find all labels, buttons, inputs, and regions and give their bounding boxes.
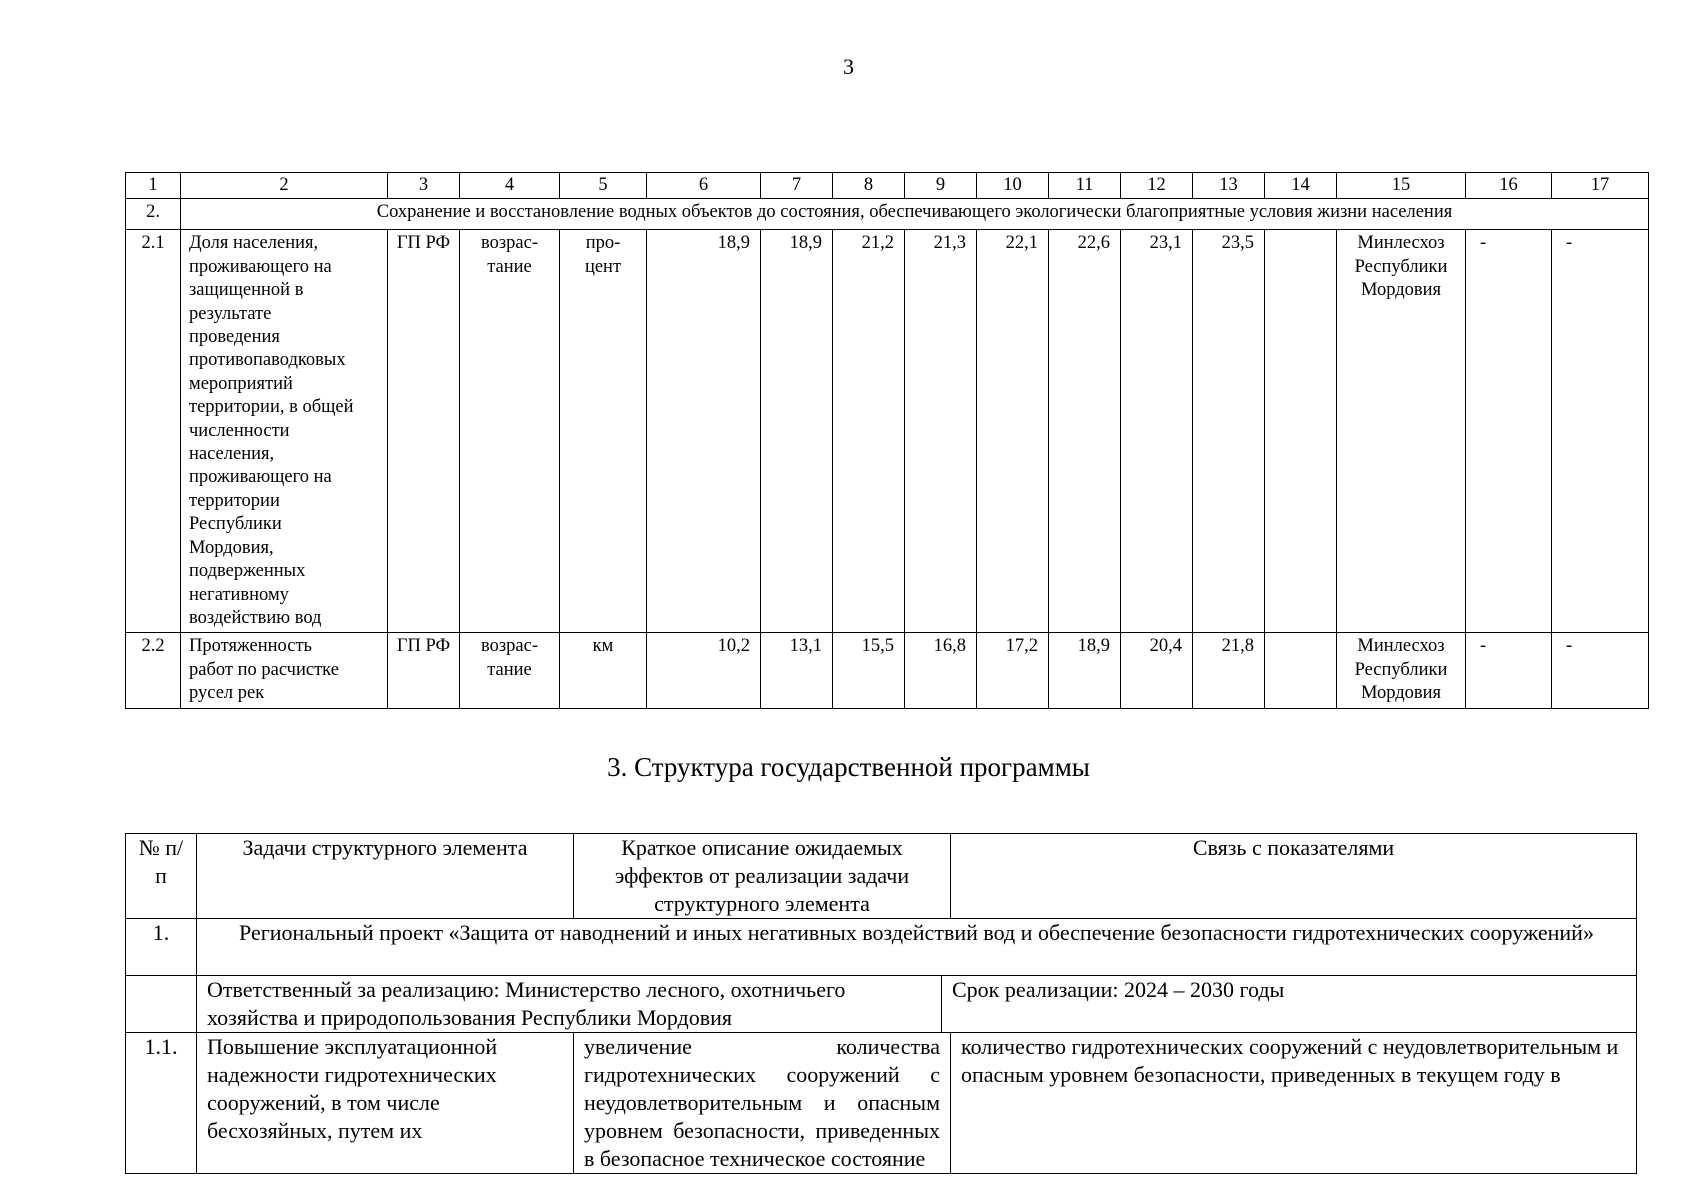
name-line: Республики [189, 514, 282, 535]
section-row [126, 199, 1649, 230]
table-row [126, 633, 1649, 708]
header-link: Связь с показателями [951, 834, 1637, 919]
value-cell: 23,5 [1193, 230, 1265, 633]
name-line: мероприятий [189, 373, 293, 394]
name-line: территории, в общей [189, 397, 354, 418]
indicators-header-row [126, 173, 1649, 199]
indicator-trend: возрас-тание [460, 230, 560, 633]
value-cell: 18,9 [647, 230, 761, 633]
section-title: Сохранение и восстановление водных объектов до состояния, обеспечивающего экологически благоприятные условия жизни населения [181, 199, 1649, 230]
header-cell: 17 [1552, 173, 1649, 199]
responsible-cell: Минлесхоз Республики Мордовия [1337, 230, 1466, 633]
value-cell: 15,5 [833, 633, 905, 708]
header-cell: 4 [460, 173, 560, 199]
project-row [126, 919, 1637, 976]
value-cell: 22,1 [977, 230, 1049, 633]
header-cell: 16 [1466, 173, 1552, 199]
value-cell: 22,6 [1049, 230, 1121, 633]
col16-cell: - [1466, 633, 1552, 708]
header-cell: 12 [1121, 173, 1193, 199]
header-cell: 3 [388, 173, 460, 199]
indicator-level: ГП РФ [388, 230, 460, 633]
table-row [126, 230, 1649, 633]
header-cell: 1 [126, 173, 181, 199]
project-responsible: Ответственный за реализацию: Министерство лесного, охотничьего хозяйства и природопользования Республики Мордовия [197, 976, 942, 1032]
name-line: противопаводковых [189, 350, 346, 371]
name-line: проживающего на [189, 467, 332, 488]
section-number: 2. [126, 199, 181, 230]
project-number: 1. [126, 919, 197, 976]
header-cell: 5 [560, 173, 647, 199]
name-line: численности [189, 420, 290, 441]
indicator-name [181, 633, 388, 708]
col17-cell: - [1552, 633, 1649, 708]
name-line: Мордовия, [189, 537, 274, 558]
row-number: 2.1 [126, 230, 181, 633]
header-tasks: Задачи структурного элемента [197, 834, 574, 919]
value-cell [1265, 633, 1337, 708]
value-cell: 18,9 [761, 230, 833, 633]
row-number: 2.2 [126, 633, 181, 708]
name-line: Протяженность [189, 636, 312, 657]
header-effects: Краткое описание ожидаемых эффектов от реализации задачи структурного элемента [574, 834, 951, 919]
indicator-level: ГП РФ [388, 633, 460, 708]
project-title: Региональный проект «Защита от наводнений и иных негативных воздействий вод и обеспечение безопасности гидротехнических сооружений» [197, 919, 1637, 976]
header-num: № п/п [126, 834, 197, 919]
header-cell: 14 [1265, 173, 1337, 199]
header-cell: 7 [761, 173, 833, 199]
name-line: Доля населения, [189, 233, 319, 254]
name-line: проведения [189, 327, 280, 348]
name-line: территории [189, 490, 280, 511]
name-line: проживающего на [189, 256, 332, 277]
name-line: населения, [189, 444, 275, 465]
empty-cell [126, 976, 197, 1033]
project-meta-row [126, 976, 1637, 1033]
name-line: русел рек [189, 683, 265, 704]
indicator-name [181, 230, 388, 633]
value-cell: 13,1 [761, 633, 833, 708]
header-cell: 11 [1049, 173, 1121, 199]
structure-table [125, 833, 1637, 1174]
header-cell: 2 [181, 173, 388, 199]
col17-cell: - [1552, 230, 1649, 633]
page-number: 3 [843, 54, 854, 79]
project-term: Срок реализации: 2024 – 2030 годы [952, 977, 1285, 1002]
header-cell: 8 [833, 173, 905, 199]
header-cell: 9 [905, 173, 977, 199]
value-cell: 18,9 [1049, 633, 1121, 708]
col16-cell: - [1466, 230, 1552, 633]
header-cell: 6 [647, 173, 761, 199]
responsible-cell: Минлесхоз Республики Мордовия [1337, 633, 1466, 708]
header-cell: 10 [977, 173, 1049, 199]
link-text: количество гидротехнических сооружений с неудовлетворительным и опасным уровнем безопасности, приведенных в текущем году в [951, 1033, 1637, 1174]
value-cell: 10,2 [647, 633, 761, 708]
name-line: негативному [189, 584, 289, 605]
task-text: Повышение эксплуатационной надежности гидротехнических сооружений, в том числе бесхозяйных, путем их [197, 1033, 574, 1174]
indicators-table [125, 172, 1649, 709]
indicator-trend: возрас-тание [460, 633, 560, 708]
table-row [126, 1033, 1637, 1174]
name-line: подверженных [189, 561, 306, 582]
name-line: воздействию вод [189, 607, 322, 628]
value-cell: 17,2 [977, 633, 1049, 708]
section-heading: 3. Структура государственной программы [607, 752, 1090, 782]
value-cell: 16,8 [905, 633, 977, 708]
structure-header-row [126, 834, 1637, 919]
header-cell: 13 [1193, 173, 1265, 199]
task-number: 1.1. [126, 1033, 197, 1174]
project-meta [197, 976, 1637, 1033]
name-line: работ по расчистке [189, 659, 339, 680]
indicator-unit: км [560, 633, 647, 708]
effect-text: увеличение количества гидротехнических сооружений с неудовлетворительным и опасным уровнем безопасности, приведенных в безопасное техническое состояние [574, 1033, 951, 1174]
value-cell: 21,8 [1193, 633, 1265, 708]
value-cell: 21,2 [833, 230, 905, 633]
value-cell [1265, 230, 1337, 633]
name-line: защищенной в [189, 280, 304, 301]
name-line: результате [189, 303, 272, 324]
value-cell: 20,4 [1121, 633, 1193, 708]
header-cell: 15 [1337, 173, 1466, 199]
indicator-unit: про-цент [560, 230, 647, 633]
value-cell: 23,1 [1121, 230, 1193, 633]
value-cell: 21,3 [905, 230, 977, 633]
